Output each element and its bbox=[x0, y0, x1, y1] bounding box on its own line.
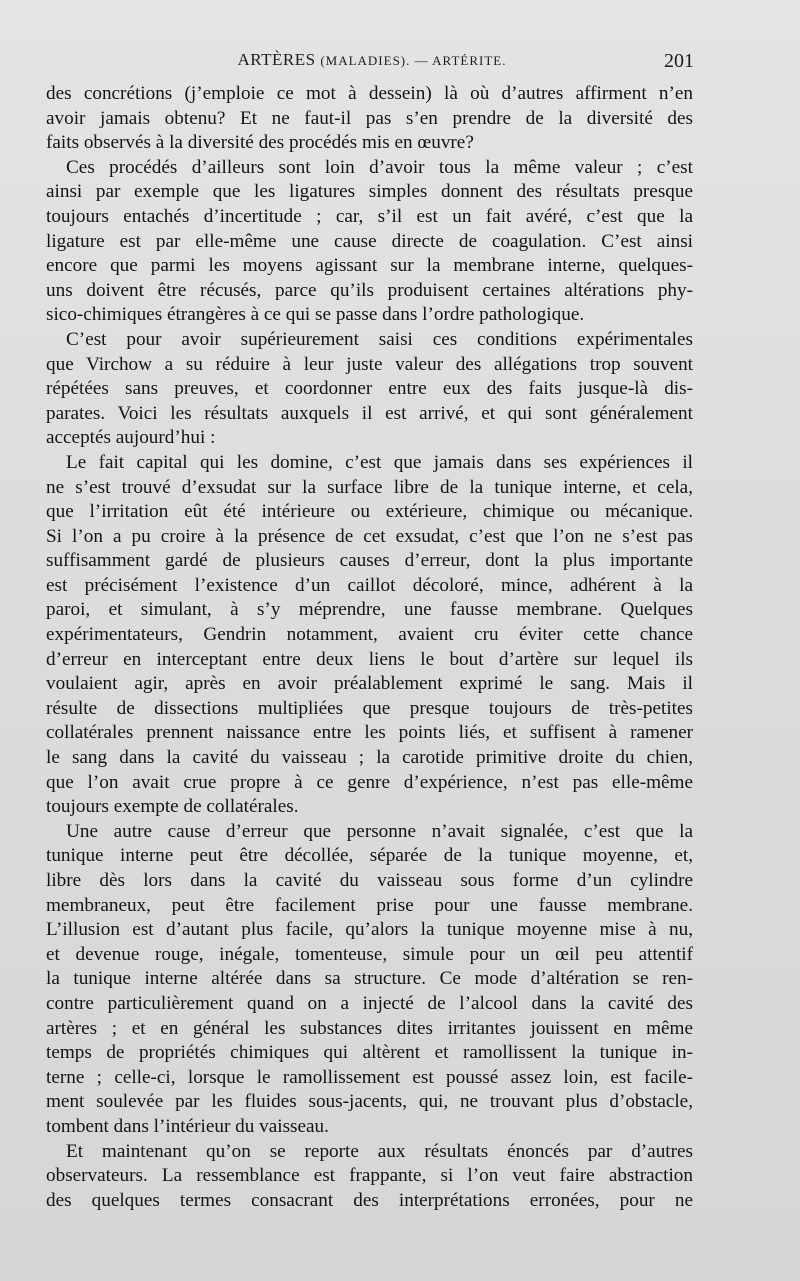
text-line: paroi, et simulant, à s’y méprendre, une fausse membrane. Quelques bbox=[46, 599, 693, 621]
text-line: uns doivent être récusés, parce qu’ils produisent certaines altérations phy- bbox=[46, 279, 693, 301]
text-line: que l’irritation eût été intérieure ou extérieure, chimique ou mécanique. bbox=[46, 501, 693, 523]
paragraph bbox=[46, 451, 693, 820]
text-line: le sang dans la cavité du vaisseau ; la carotide primitive droite du chien, bbox=[46, 747, 693, 769]
running-title-main: ARTÈRES bbox=[237, 50, 316, 69]
text-line: que Virchow a su réduire à leur juste valeur des allégations trop souvent bbox=[46, 353, 693, 375]
page-number: 201 bbox=[664, 50, 694, 72]
text-line: toujours entachés d’incertitude ; car, s’il est un fait avéré, c’est que la bbox=[46, 205, 693, 227]
text-line: libre dès lors dans la cavité du vaisseau sous forme d’un cylindre bbox=[46, 870, 693, 891]
running-header bbox=[46, 50, 698, 76]
text-line: Si l’on a pu croire à la présence de cet exsudat, c’est que l’on ne s’est pas bbox=[46, 525, 693, 547]
paragraph bbox=[46, 328, 693, 451]
text-line: tunique interne peut être décollée, séparée de la tunique moyenne, et, bbox=[46, 845, 693, 867]
text-line: C’est pour avoir supérieurement saisi ces conditions expérimentales bbox=[66, 328, 693, 350]
text-line: temps de propriétés chimiques qui altèrent et ramollissent la tunique in- bbox=[46, 1042, 693, 1064]
text-line: tombent dans l’intérieur du vaisseau. bbox=[46, 1115, 329, 1137]
running-title bbox=[46, 50, 698, 70]
text-line: Et maintenant qu’on se reporte aux résultats énoncés par d’autres bbox=[66, 1140, 693, 1162]
text-line: ment soulevée par les fluides sous-jacents, qui, ne trouvant plus d’obstacle, bbox=[46, 1091, 693, 1113]
text-line: ligature est par elle-même une cause directe de coagulation. C’est ainsi bbox=[46, 230, 693, 252]
text-line: ainsi par exemple que les ligatures simples donnent des résultats presque bbox=[46, 181, 693, 203]
paragraph bbox=[46, 156, 693, 328]
text-line: répétées sans preuves, et coordonner entre eux des faits jusque-là dis- bbox=[46, 378, 693, 400]
text-line: d’erreur en interceptant entre deux liens le bout d’artère sur lequel ils bbox=[46, 648, 693, 670]
text-line: artères ; et en général les substances dites irritantes jouissent en même bbox=[46, 1017, 693, 1039]
text-line: et devenue rouge, inégale, tomenteuse, simule pour un œil peu attentif bbox=[46, 943, 693, 965]
text-line: ne s’est trouvé d’exsudat sur la surface libre de la tunique interne, et cela, bbox=[46, 476, 693, 498]
text-line: observateurs. La ressemblance est frappante, si l’on veut faire abstraction bbox=[46, 1165, 693, 1187]
text-line: sico-chimiques étrangères à ce qui se passe dans l’ordre pathologique. bbox=[46, 304, 585, 326]
text-line: expérimentateurs, Gendrin notamment, avaient cru éviter cette chance bbox=[46, 624, 693, 646]
text-line: suffisamment gardé de plusieurs causes d’erreur, dont la plus importante bbox=[46, 550, 693, 572]
running-title-sub: (MALADIES). — ARTÉRITE. bbox=[320, 53, 507, 68]
text-line: acceptés aujourd’hui : bbox=[46, 427, 216, 449]
paragraph bbox=[46, 82, 693, 156]
text-line: Une autre cause d’erreur que personne n’avait signalée, c’est que la bbox=[66, 820, 693, 842]
text-line: faits observés à la diversité des procédés mis en œuvre? bbox=[46, 132, 474, 154]
text-line: Le fait capital qui les domine, c’est que jamais dans ses expériences il bbox=[66, 451, 693, 473]
text-line: des concrétions (j’emploie ce mot à dessein) là où d’autres affirment n’en bbox=[46, 83, 693, 104]
text-line: parates. Voici les résultats auxquels il est arrivé, et qui sont généralement bbox=[46, 402, 693, 424]
text-line: des quelques termes consacrant des interprétations erronées, pour ne bbox=[46, 1189, 693, 1211]
paragraph bbox=[46, 820, 693, 1140]
text-line: avoir jamais obtenu? Et ne faut-il pas s’en prendre de la diversité des bbox=[46, 107, 693, 129]
text-line: voulaient agir, après en avoir préalablement exprimé le sang. Mais il bbox=[46, 673, 693, 695]
text-line: membraneux, peut être facilement prise pour une fausse membrane. bbox=[46, 894, 693, 916]
text-line: que l’on avait crue propre à ce genre d’expérience, n’est pas elle-même bbox=[46, 771, 693, 793]
text-line: la tunique interne altérée dans sa structure. Ce mode d’altération se ren- bbox=[46, 968, 693, 990]
text-line: Ces procédés d’ailleurs sont loin d’avoir tous la même valeur ; c’est bbox=[66, 156, 693, 178]
text-line: encore que parmi les moyens agissant sur la membrane interne, quelques- bbox=[46, 255, 693, 277]
paragraph bbox=[46, 1140, 693, 1214]
body-text bbox=[46, 82, 693, 1213]
text-line: terne ; celle-ci, lorsque le ramollissement est poussé assez loin, est facile- bbox=[46, 1066, 693, 1088]
text-line: L’illusion est d’autant plus facile, qu’alors la tunique moyenne mise à nu, bbox=[46, 919, 693, 941]
text-line: contre particulièrement quand on a injecté de l’alcool dans la cavité des bbox=[46, 992, 693, 1014]
text-line: toujours exempte de collatérales. bbox=[46, 796, 299, 818]
text-line: résulte de dissections multipliées que presque toujours de très-petites bbox=[46, 697, 693, 719]
text-line: collatérales prennent naissance entre les points liés, et suffisent à ramener bbox=[46, 722, 693, 744]
text-line: est précisément l’existence d’un caillot décoloré, mince, adhérent à la bbox=[46, 574, 693, 596]
